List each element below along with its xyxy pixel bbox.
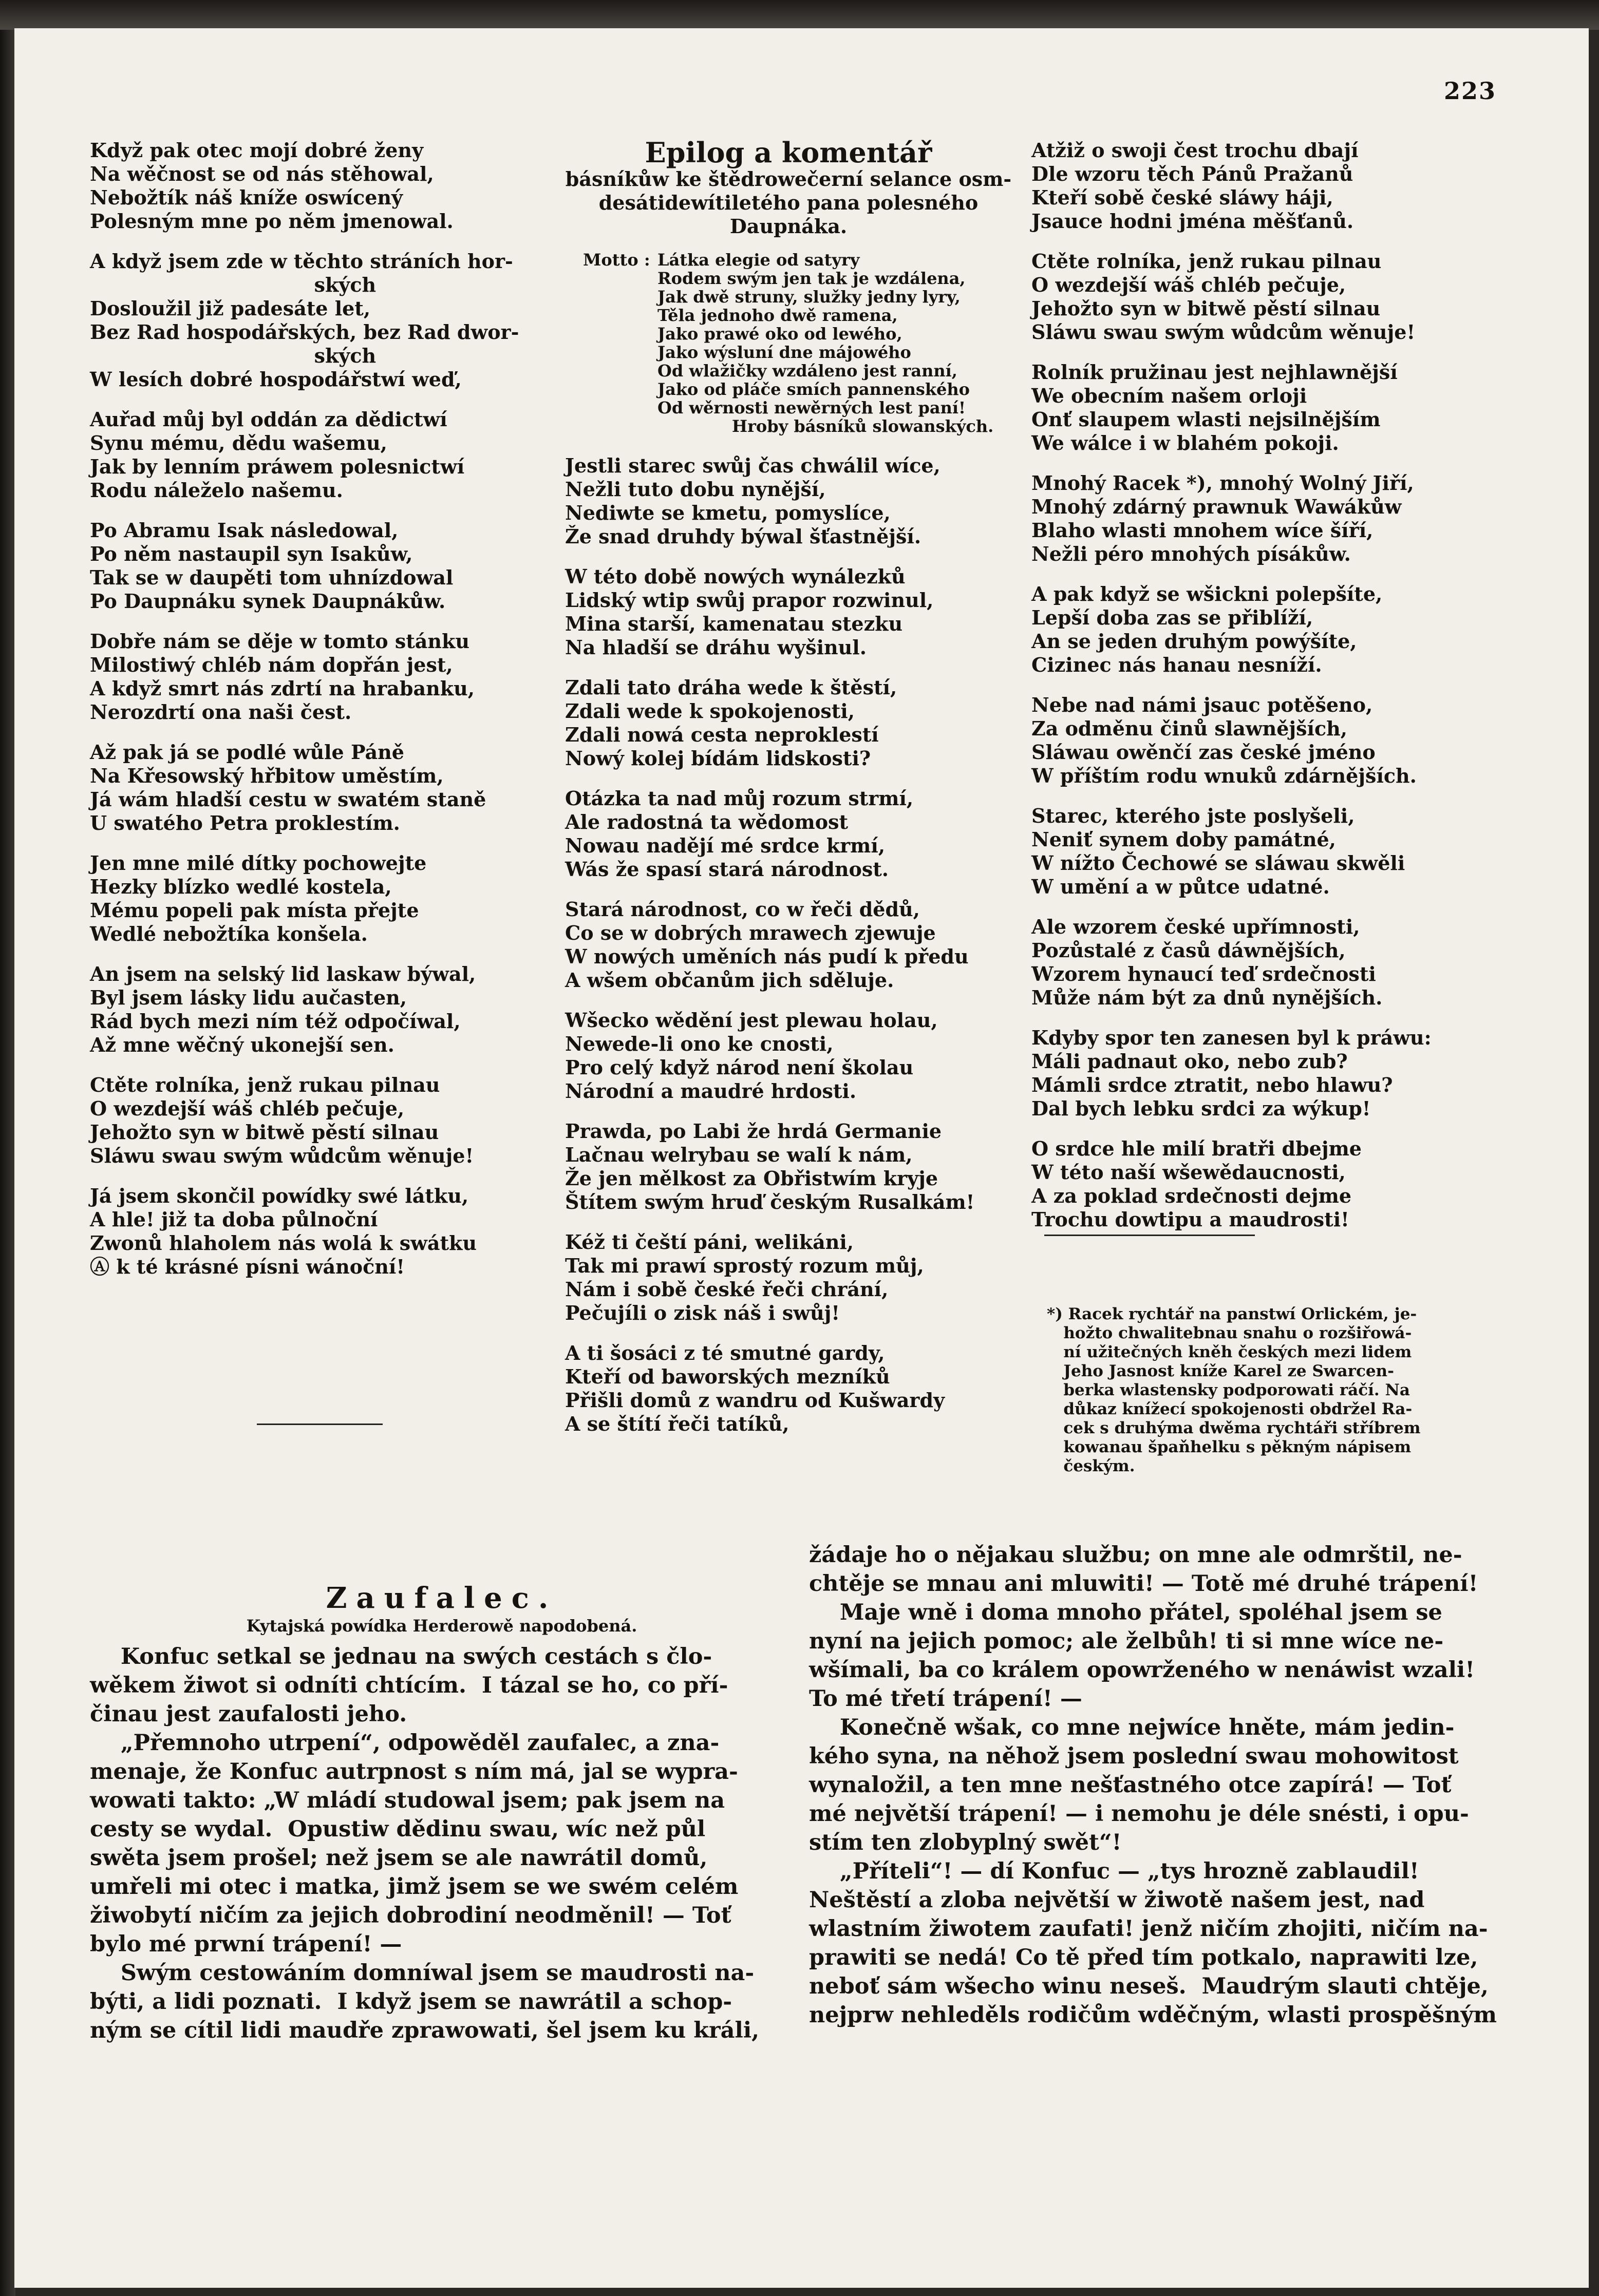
epilog-title: Epilog a komentář (645, 136, 932, 169)
left-poem-stanza: Ctěte rolníka, jenž rukau pilnau O wezdejší wáš chléb pečuje, Jehožto syn w bitwě pěstí silnau Sláwu swau swým wůdcům wěnuje! (90, 1073, 474, 1167)
poem-right-column (1031, 139, 1478, 1514)
left-poem-stanza: Až pak já se podlé wůle Páně Na Křesowský hřbitow uměstím, Já wám hladší cestu w swatém staně U swatého Petra proklestím. (90, 741, 486, 834)
left-poem-stanza: Já jsem skončil powídky swé látku, A hle! již ta doba půlnoční Zwonů hlaholem nás wolá k swátku Ⓐ k té krásné písni wánoční! (90, 1184, 477, 1278)
left-poem-stanza: A když jsem zde w těchto stráních hor- ských Dosloužil již padesáte let, Bez Rad hospodářských, bez Rad dwor- ských W lesích dobré hospodářstwí weď, (90, 250, 519, 391)
right-poem-stanza: O srdce hle milí bratři dbejme W této naší wšewědaucnosti, A za poklad srdečnosti dejme Trochu dowtipu a maudrosti! (1031, 1137, 1362, 1231)
left-poem-stanza: Dobře nám se děje w tomto stánku Milostiwý chléb nám dopřán jest, A když smrt nás zdrtí na hrabanku, Nerozdrtí ona naši čest. (90, 630, 475, 724)
motto-text: Látka elegie od satyry Rodem swým jen tak je wzdálena, Jak dwě struny, služky jedny lyry, Těla jednoho dwě ramena, Jako prawé oko od lewého, Jako wýsluní dne májowého Od wlažičky wzdáleno jest ranní, Jako od pláče smích pannenského Od wěrnosti newěrných lest paní! Hroby básníků slowanských. (657, 250, 994, 436)
right-stanzas (1031, 139, 1478, 1231)
epilog-stanza: Zdali tato dráha wede k štěstí, Zdali wede k spokojenosti, Zdali nowá cesta neproklestí Nowý kolej bídám lidskosti? (565, 676, 897, 770)
epilog-stanza: Stará národnost, co w řeči dědů, Co se w dobrých mrawech zjewuje W nowých uměních nás pudí k předu A wšem občanům jich sděluje. (565, 898, 969, 992)
story-right-column (809, 1541, 1497, 2029)
story-paragraph: žádaje ho o nějakau službu; on mne ale odmrštil, ne- chtěje se mnau ani mluwiti! — Totě mé druhé trápení! Maje wně i doma mnoho přátel, spoléhal jsem se nyní na jejich pomoc; ale želbůh! ti si mne wíce ne- wšímali, ba co králem opowrženého w nenáwist wzali! To mé třetí trápení! — Konečně wšak, co mne nejwíce hněte, mám jedin- kého syna, na něhož jsem poslední swau mohowitost wynaložil, a ten mne nešťastného otce zapírá! — Toť mé největší trápení! — i nemohu je déle snésti, i opu- stím ten zlobyplný swět“! „Příteli“! — dí Konfuc — „tys hrozně zablaudil! Neštěstí a zloba největší w žiwotě našem jest, nad wlastním žiwotem zaufati! jenž ničím zhojiti, ničím na- prawiti se nedá! Co tě před tím potkalo, naprawiti lze, neboť sám wšecho winu neseš. Maudrým slauti chtěje, nejprw nehleděls rodičům wděčným, wlasti prospěšným (809, 1542, 1497, 2028)
epilog-stanza: Prawda, po Labi že hrdá Germanie Lačnau welrybau se walí k nám, Že jen mělkost za Obřistwím kryje Štítem swým hruď českým Rusalkám! (565, 1119, 975, 1213)
poem-left-column (90, 139, 532, 1295)
right-poem-stanza: Ale wzorem české upřímnosti, Pozůstalé z časů dáwnějších, Wzorem hynaucí teď srdečnosti Může nám být za dnů nynějších. (1031, 915, 1383, 1009)
motto-label: Motto : (583, 250, 650, 270)
story-right-text (809, 1541, 1497, 2029)
left-poem-stanza: Po Abramu Isak následowal, Po něm nastaupil syn Isakůw, Tak se w daupěti tom uhnízdowal Po Daupnáku synek Daupnákůw. (90, 519, 454, 613)
footnote-rule (1044, 1235, 1255, 1236)
epilog-column (565, 138, 1012, 1452)
scan-edge-left (0, 0, 15, 2296)
epilog-subtitle: básníkůw ke štědrowečerní selance osm- desátidewítiletého pana polesného Daupnáka. (565, 167, 1012, 238)
right-poem-stanza: Kdyby spor ten zanesen byl k práwu: Máli padnaut oko, nebo zub? Mámli srdce ztratit, nebo hlawu? Dal bych lebku srdci za wýkup! (1031, 1026, 1432, 1120)
right-poem-stanza: A pak když se wšickni polepšíte, Lepší doba zas se přiblíží, An se jeden druhým powýšíte, Cizinec nás hanau nesníží. (1031, 582, 1383, 676)
right-poem-stanza: Ctěte rolníka, jenž rukau pilnau O wezdejší wáš chléb pečuje, Jehožto syn w bitwě pěstí silnau Sláwu swau swým wůdcům wěnuje! (1031, 250, 1416, 344)
epilog-stanza: Wšecko wědění jest plewau holau, Newede-li ono ke cnosti, Pro celý když národ není školau Národní a maudré hrdosti. (565, 1009, 938, 1103)
scan-edge-top (0, 0, 1599, 30)
story-left-text (90, 1642, 794, 2045)
story-paragraph: Konfuc setkal se jednau na swých cestách s člo- wěkem žiwot si odníti chtícím. I tázal se ho, co pří- činau jest zaufalosti jeho. „Přemnoho utrpení“, odpowěděl zaufalec, a zna- menaje, že Konfuc autrpnost s ním má, jal se wypra- wowati takto: „W mládí studowal jsem; pak jsem na cesty se wydal. Opustiw dědinu swau, wíc než půl swěta jsem prošel; než jsem se ale nawrátil domů, umřeli mi otec i matka, jimž jsem se we swém celém žiwobytí ničím za jejich dobrodiní neodměnil! — Toť bylo mé prwní trápení! — Swým cestowáním domníwal jsem se maudrosti na- býti, a lidi poznati. I když jsem se nawrátil a schop- ným se cítil lidi maudře zprawowati, šel jsem ku králi, (90, 1644, 760, 2043)
epilog-stanza: Kéž ti čeští páni, welikáni, Tak mi prawí sprostý rozum můj, Nám i sobě české řeči chrání, Pečujíli o zisk náš i swůj! (565, 1230, 924, 1324)
left-poem-stanza: Když pak otec mojí dobré ženy Na wěčnost se od nás stěhowal, Nebožtík náš kníže oswícený Polesným mne po něm jmenowal. (90, 139, 454, 233)
right-poem-stanza: Nebe nad námi jsauc potěšeno, Za odměnu činů slawnějších, Sláwau owěnčí zas české jméno W příštím rodu wnuků zdárnějších. (1031, 693, 1417, 787)
motto (565, 251, 1012, 435)
story-subtitle: Kytajská powídka Herderowě napodobená. (246, 1616, 637, 1636)
epilog-stanzas (565, 454, 1012, 1436)
left-poem-stanza: An jsem na selský lid laskaw býwal, Byl jsem lásky lidu aučasten, Rád bych mezi ním též odpočíwal, Až mne wěčný ukonejší sen. (90, 962, 476, 1056)
story-left-column (90, 1582, 794, 2045)
page-number: 223 (1443, 77, 1496, 105)
epilog-stanza: W této době nowých wynálezků Lidský wtip swůj prapor rozwinul, Mina starší, kamenatau stezku Na hladší se dráhu wyšinul. (565, 565, 934, 659)
footnote-text: *) Racek rychtář na panstwí Orlickém, je- hožto chwalitebnau snahu o rozšiřowá- ní užitečných kněh českých mezi lidem Jeho Jasnost kníže Karel ze Swarcen- berka wlastensky podporowati ráčí. Na důkaz knížecí spokojenosti obdržel Ra- cek s druhýma dwěma rychtáři stříbrem kowanau špaňhelku s pěkným nápisem českým. (1047, 1305, 1421, 1475)
right-poem-stanza: Starec, kterého jste poslyšeli, Neniť synem doby památné, W nížto Čechowé se sláwau skwěli W umění a w půtce udatné. (1031, 804, 1405, 898)
left-poem-stanza: Auřad můj byl oddán za dědictwí Synu mému, dědu wašemu, Jak by lenním práwem polesnictwí Rodu náleželo našemu. (90, 408, 465, 502)
epilog-stanza: A ti šosáci z té smutné gardy, Kteří od baworských mezníků Přišli domů z wandru od Kušwardy A se štítí řeči tatíků, (565, 1341, 945, 1435)
story-title: Zaufalec. (326, 1581, 558, 1615)
section-separator (257, 1424, 383, 1425)
left-poem-stanza: Jen mne milé dítky pochowejte Hezky blízko wedlé kostela, Mému popeli pak místa přejte Wedlé nebožtíka konšela. (90, 851, 427, 945)
right-poem-stanza: Atžiž o swoji čest trochu dbají Dle wzoru těch Pánů Pražanů Kteří sobě české sláwy háji, Jsauce hodni jména měšťanů. (1031, 139, 1359, 233)
right-poem-stanza: Mnohý Racek *), mnohý Wolný Jiří, Mnohý zdárný prawnuk Wawákůw Blaho wlasti mnohem wíce šíří, Nežli péro mnohých písákůw. (1031, 471, 1414, 565)
epilog-stanza: Jestli starec swůj čas chwálil wíce, Nežli tuto dobu nynější, Nediwte se kmetu, pomyslíce, Že snad druhdy býwal šťastnější. (565, 454, 940, 548)
footnote (1031, 1248, 1478, 1514)
epilog-stanza: Otázka ta nad můj rozum strmí, Ale radostná ta wědomost Nowau nadějí mé srdce krmí, Wás že spasí stará národnost. (565, 787, 914, 881)
right-poem-stanza: Rolník pružinau jest nejhlawnější We obecním našem orloji Onť slaupem wlasti nejsilnějším We wálce i w blahém pokoji. (1031, 360, 1398, 454)
